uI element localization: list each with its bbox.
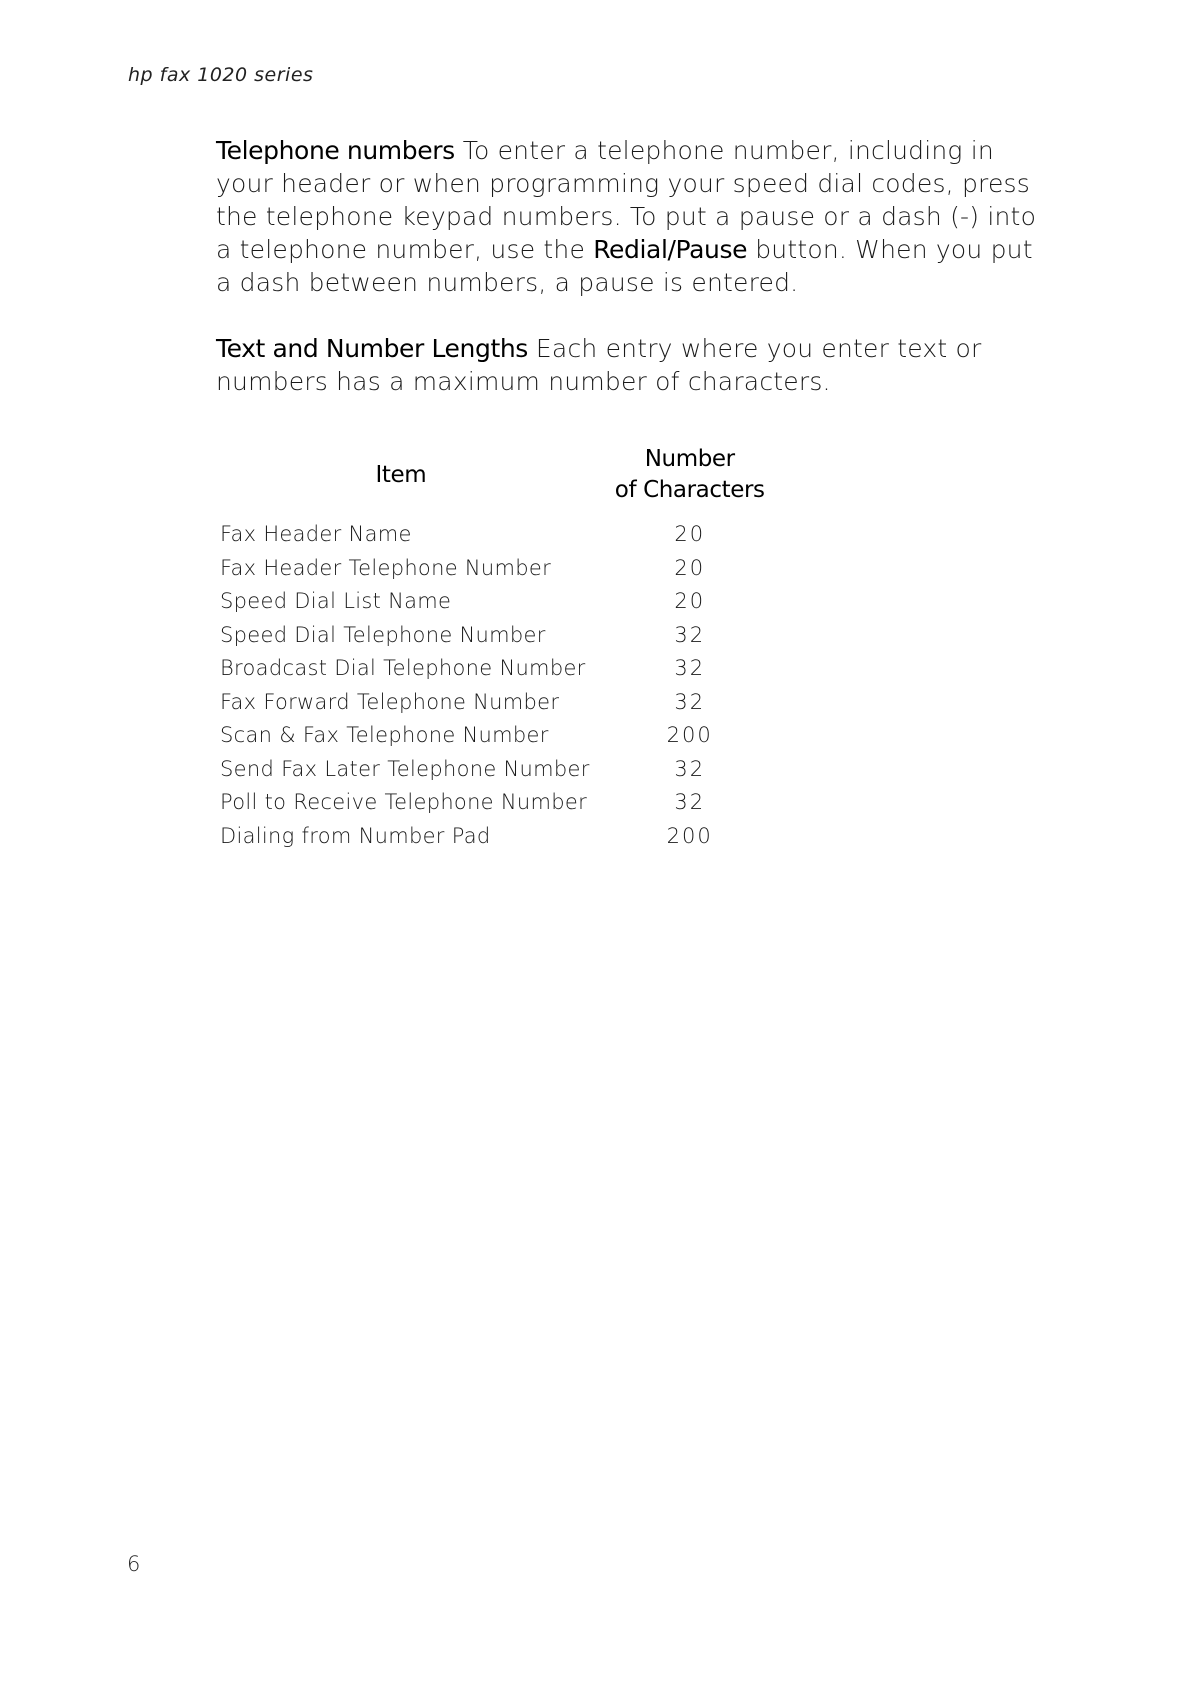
table-row [212, 719, 790, 753]
count-cell: 20 [674, 589, 706, 613]
count-cell: 32 [674, 689, 706, 714]
item-cell: Speed Dial Telephone Number [220, 622, 546, 647]
item-cell: Speed Dial List Name [220, 589, 452, 613]
count-cell: 32 [674, 756, 706, 781]
count-cell: 200 [666, 823, 713, 848]
table-row [212, 652, 790, 686]
item-cell: Fax Forward Telephone Number [220, 689, 560, 714]
item-cell: Scan & Fax Telephone Number [220, 723, 549, 747]
telephone-numbers-text-after: button. When you put a dash between numbers, a pause is entered. [216, 235, 1033, 297]
text-number-lengths-heading: Text and Number Lengths [216, 334, 528, 363]
text-number-lengths-text: Each entry where you enter text or numbers has a maximum number of characters. [216, 334, 982, 396]
count-cell: 32 [674, 656, 706, 680]
item-cell: Fax Header Telephone Number [220, 555, 552, 580]
count-header-line1: Number [644, 446, 735, 472]
page-number: 6 [127, 1552, 141, 1576]
telephone-numbers-text-before: To enter a telephone number, including in your header or when programming your speed dial codes, press the telephone keypad numbers. To put a pause or a dash (-) into a telephone number, use the [216, 136, 1037, 264]
table-row [212, 585, 790, 619]
table-row [212, 786, 790, 820]
text-number-lengths-paragraph [216, 332, 1056, 398]
count-cell: 32 [674, 622, 706, 647]
table-row [212, 686, 790, 720]
count-cell: 20 [674, 555, 706, 580]
redial-pause-button-name: Redial/Pause [593, 235, 748, 264]
table-row [212, 552, 790, 586]
count-cell: 200 [666, 723, 713, 747]
count-cell: 32 [674, 790, 706, 814]
count-cell: 20 [674, 522, 706, 546]
table-row [212, 753, 790, 787]
item-cell: Poll to Receive Telephone Number [220, 790, 588, 814]
item-cell: Broadcast Dial Telephone Number [220, 656, 586, 680]
item-cell: Dialing from Number Pad [220, 823, 491, 848]
running-header: hp fax 1020 series [128, 64, 314, 86]
item-cell: Send Fax Later Telephone Number [220, 756, 590, 781]
count-column-header [590, 444, 790, 518]
main-content [216, 134, 1056, 398]
table-row [212, 820, 790, 854]
character-length-table [212, 444, 790, 853]
telephone-numbers-paragraph [216, 134, 1056, 299]
telephone-numbers-heading: Telephone numbers [216, 136, 455, 165]
item-column-header: Item [375, 461, 427, 488]
count-header-line2: of Characters [614, 477, 765, 503]
table-row [212, 619, 790, 653]
item-cell: Fax Header Name [220, 522, 412, 546]
table-row [212, 518, 790, 552]
table-header-row [212, 444, 790, 518]
